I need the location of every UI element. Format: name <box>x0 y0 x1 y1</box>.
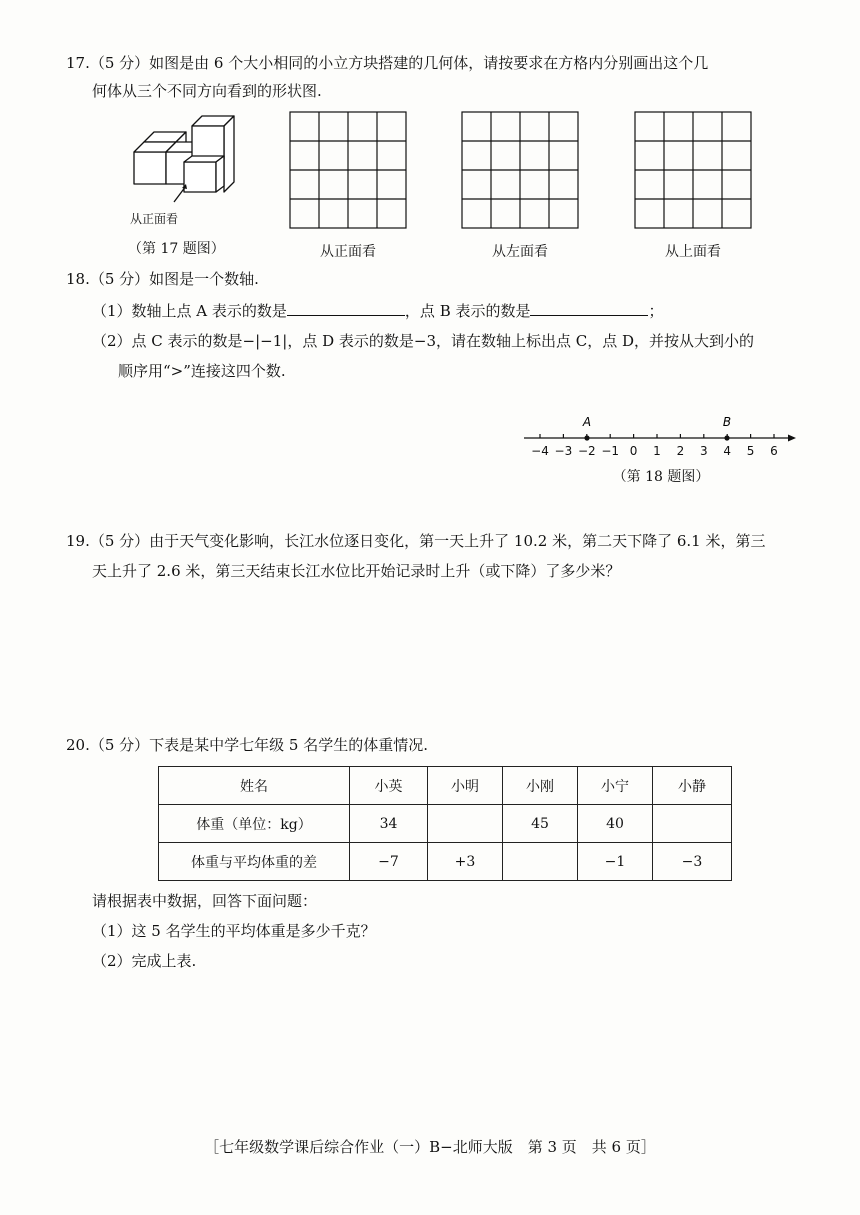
q18-part1-text-b: ，点 B 表示的数是 <box>404 302 531 320</box>
table-cell: −7 <box>350 843 428 881</box>
q18-point-a-marker <box>584 435 589 440</box>
axis-tick-label: 6 <box>770 444 778 458</box>
q18-answer-blank-a[interactable] <box>287 301 405 316</box>
q18-part2-line2: 顺序用“>”连接这四个数. <box>118 362 286 380</box>
table-header-cell: 小明 <box>428 767 503 805</box>
q17-grid-label-left: 从左面看 <box>492 244 548 260</box>
q20-prompt: 请根据表中数据，回答下面问题： <box>92 892 318 910</box>
q20-sub1: （1）这 5 名学生的平均体重是多少千克？ <box>92 922 376 940</box>
table-cell[interactable] <box>653 805 732 843</box>
axis-tick-label: 4 <box>723 444 732 458</box>
table-cell: +3 <box>428 843 503 881</box>
q18-point-b-label: B <box>722 415 732 429</box>
q19-text-line1: 19.（5 分）由于天气变化影响，长江水位逐日变化，第一天上升了 10.2 米，第二天下降了 6.1 米，第三 <box>66 532 766 550</box>
table-header-cell: 小静 <box>653 767 732 805</box>
q18-point-a-label: A <box>582 415 592 429</box>
q18-part2-line1: （2）点 C 表示的数是−|−1|，点 D 表示的数是−3，请在数轴上标出点 C，点 D，并按从大到小的 <box>92 332 755 350</box>
axis-tick-label: −1 <box>601 444 620 458</box>
table-header-cell: 姓名 <box>159 767 350 805</box>
axis-tick-label: −3 <box>554 444 573 458</box>
q18-figure-caption: （第 18 题图） <box>612 469 710 485</box>
axis-tick-label: −4 <box>531 444 549 458</box>
axis-tick-label: 2 <box>676 444 685 458</box>
table-cell: 40 <box>578 805 653 843</box>
q17-cube-figure <box>128 112 248 204</box>
axis-tick-label: 5 <box>746 444 755 458</box>
table-header-cell: 小宁 <box>578 767 653 805</box>
q17-grid-top <box>634 111 752 229</box>
table-cell: 34 <box>350 805 428 843</box>
table-cell: −1 <box>578 843 653 881</box>
axis-tick-label: 0 <box>629 444 638 458</box>
table-header-cell: 小英 <box>350 767 428 805</box>
table-cell: 45 <box>503 805 578 843</box>
q18-answer-blank-b[interactable] <box>530 301 648 316</box>
q17-grid-left <box>461 111 579 229</box>
table-cell[interactable] <box>428 805 503 843</box>
q18-text-line1: 18.（5 分）如图是一个数轴. <box>66 270 259 288</box>
q17-text-line2: 何体从三个不同方向看到的形状图. <box>92 82 322 100</box>
table-header-cell: 小刚 <box>503 767 578 805</box>
axis-tick-label: −2 <box>577 444 596 458</box>
q18-number-line <box>520 412 805 464</box>
table-cell: −3 <box>653 843 732 881</box>
q17-text-line1: 17.（5 分）如图是由 6 个大小相同的小立方块搭建的几何体，请按要求在方格内分别画出这个几 <box>66 54 709 72</box>
page-footer: ［七年级数学课后综合作业（一）B−北师大版 第 3 页 共 6 页］ <box>204 1138 656 1156</box>
q18-part1-text-c: ； <box>648 302 664 320</box>
axis-tick-label: 1 <box>653 444 661 458</box>
table-header-row <box>159 767 732 805</box>
axis-tick-label: 3 <box>699 444 708 458</box>
q17-grid-label-front: 从正面看 <box>320 244 376 260</box>
table-cell: 体重与平均体重的差 <box>159 843 350 881</box>
q20-sub2: （2）完成上表. <box>92 952 197 970</box>
q17-grid-front <box>289 111 407 229</box>
q20-weight-table <box>158 766 732 881</box>
q18-part1-text-a: （1）数轴上点 A 表示的数是 <box>92 302 287 320</box>
q20-text-line1: 20.（5 分）下表是某中学七年级 5 名学生的体重情况. <box>66 736 429 754</box>
table-row <box>159 805 732 843</box>
q17-front-view-label: 从正面看 <box>130 212 179 226</box>
q19-text-line2: 天上升了 2.6 米，第三天结束长江水位比开始记录时上升（或下降）了多少米？ <box>92 562 621 580</box>
q18-part1 <box>92 300 664 322</box>
q17-figure-caption: （第 17 题图） <box>128 241 225 257</box>
table-cell: 体重（单位：kg） <box>159 805 350 843</box>
q18-point-b-marker <box>724 435 729 440</box>
q17-grid-label-top: 从上面看 <box>665 244 721 260</box>
table-row <box>159 843 732 881</box>
table-cell[interactable] <box>503 843 578 881</box>
